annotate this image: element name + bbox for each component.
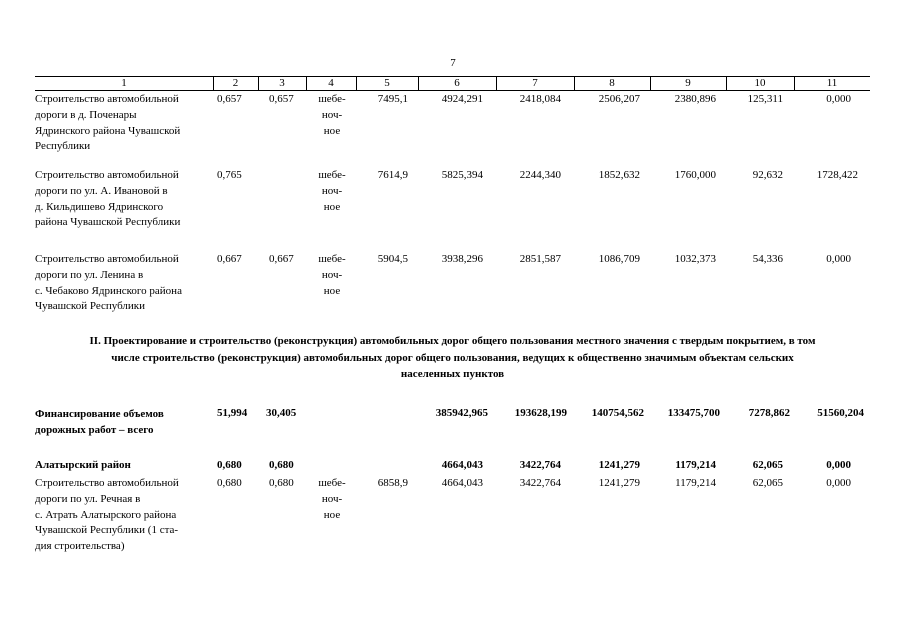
value-cell: 62,065 — [752, 477, 783, 489]
section-heading-line: населенных пунктов — [400, 368, 505, 380]
financing-label-line: Финансирование объемов — [35, 408, 164, 420]
column-header-11: 11 — [826, 77, 838, 89]
section-heading-line: II. Проектирование и строительство (реконструкция) автомобильных дорог общего пользования местного значения с твердым покрытием, в том — [89, 335, 816, 347]
value-cell: 1241,279 — [598, 477, 640, 489]
value-cell: 7495,1 — [377, 93, 408, 105]
financing-label-line: дорожных работ – всего — [35, 424, 154, 436]
district-label: Алатырский район — [35, 459, 131, 471]
district-cell: 1179,214 — [675, 459, 716, 471]
surface-type-line: ное — [323, 200, 341, 213]
description-line: Республики — [35, 140, 91, 153]
value-cell: 1852,632 — [598, 169, 640, 181]
value-cell: 54,336 — [752, 253, 783, 265]
description-line: дороги по ул. А. Ивановой в — [35, 184, 168, 197]
total-cell: 385942,965 — [435, 407, 488, 419]
surface-type-line: шебе- — [318, 477, 346, 489]
value-cell: 1760,000 — [674, 169, 716, 181]
length-cell: 0,657 — [217, 93, 242, 105]
surface-type-line: ноч- — [321, 492, 343, 505]
district-cell: 0,680 — [269, 459, 294, 471]
value-cell: 6858,9 — [377, 477, 408, 489]
surface-type-line: ное — [323, 508, 341, 521]
value-cell: 7614,9 — [377, 169, 408, 181]
value-cell: 5904,5 — [377, 253, 408, 265]
description-line: с. Атрать Алатырского района — [35, 508, 177, 521]
value-cell: 4664,043 — [441, 477, 483, 489]
value-cell: 0,000 — [826, 477, 851, 489]
description-line: Чувашской Республики (1 ста- — [35, 524, 179, 537]
column-header-8: 8 — [609, 77, 615, 89]
surface-type-line: ное — [323, 284, 341, 297]
description-line: Строительство автомобильной — [35, 169, 179, 181]
table-row-description — [35, 476, 213, 555]
column-header-1: 1 — [121, 77, 127, 89]
district-cell: 0,000 — [826, 459, 851, 471]
surface-type-line: шебе- — [318, 253, 346, 265]
table-row-description — [35, 252, 213, 315]
value-cell: 4924,291 — [441, 93, 483, 105]
description-line: дороги по ул. Речная в — [35, 492, 141, 505]
total-cell: 193628,199 — [514, 407, 567, 419]
description-line: с. Чебаково Ядринского района — [35, 284, 182, 297]
length-cell: 0,667 — [217, 253, 242, 265]
description-line: Строительство автомобильной — [35, 253, 179, 265]
total-cell: 51560,204 — [817, 407, 864, 419]
description-line: дороги в д. Почeнары — [35, 108, 137, 121]
surface-type-line: ное — [323, 124, 341, 137]
district-cell: 3422,764 — [519, 459, 561, 471]
value-cell: 125,311 — [747, 93, 783, 105]
length-cell: 0,657 — [269, 93, 294, 105]
surface-type-line: ноч- — [321, 108, 343, 121]
section-heading — [35, 333, 870, 383]
column-header-4: 4 — [328, 77, 334, 89]
district-cell: 0,680 — [217, 459, 242, 471]
district-cell: 1241,279 — [598, 459, 640, 471]
length-cell: 0,765 — [217, 169, 242, 181]
total-cell: 7278,862 — [748, 407, 790, 419]
value-cell: 1032,373 — [674, 253, 716, 265]
description-line: Ядринского района Чувашской — [35, 124, 181, 137]
table-header-bottom-rule — [35, 90, 870, 91]
value-cell: 1179,214 — [675, 477, 716, 489]
description-line: дороги по ул. Ленина в — [35, 268, 144, 281]
total-cell: 51,994 — [217, 407, 248, 419]
total-cell: 30,405 — [266, 407, 297, 419]
value-cell: 1728,422 — [816, 169, 858, 181]
length-cell: 0,667 — [269, 253, 294, 265]
value-cell: 1086,709 — [598, 253, 640, 265]
value-cell: 3938,296 — [441, 253, 483, 265]
description-line: дия строительства) — [35, 540, 125, 553]
surface-type-line: шебе- — [318, 93, 346, 105]
value-cell: 2418,084 — [519, 93, 561, 105]
description-line: Чувашской Республики — [35, 300, 146, 313]
table-row-description — [35, 92, 213, 155]
value-cell: 92,632 — [752, 169, 783, 181]
description-line: Строительство автомобильной — [35, 93, 179, 105]
column-header-10: 10 — [754, 77, 766, 89]
value-cell: 5825,394 — [441, 169, 483, 181]
value-cell: 3422,764 — [519, 477, 561, 489]
surface-type-line: шебе- — [318, 169, 346, 181]
column-header-3: 3 — [279, 77, 285, 89]
page-number: 7 — [450, 57, 456, 69]
table-row-description — [35, 168, 213, 231]
value-cell: 2851,587 — [519, 253, 561, 265]
length-cell: 0,680 — [217, 477, 242, 489]
column-header-6: 6 — [454, 77, 460, 89]
description-line: Строительство автомобильной — [35, 477, 179, 489]
total-cell: 140754,562 — [591, 407, 644, 419]
value-cell: 0,000 — [826, 253, 851, 265]
district-cell: 62,065 — [752, 459, 783, 471]
section-heading-line: числе строительство (реконструкция) автомобильных дорог общего пользования, ведущих к общественно значимым объектам сельских — [111, 351, 794, 364]
column-header-5: 5 — [384, 77, 390, 89]
surface-type-line: ноч- — [321, 184, 343, 197]
surface-type-cell — [312, 92, 352, 139]
value-cell: 2380,896 — [674, 93, 716, 105]
column-header-7: 7 — [532, 77, 538, 89]
length-cell: 0,680 — [269, 477, 294, 489]
value-cell: 2244,340 — [519, 169, 561, 181]
column-header-9: 9 — [685, 77, 691, 89]
surface-type-cell — [312, 168, 352, 215]
value-cell: 0,000 — [826, 93, 851, 105]
value-cell: 2506,207 — [598, 93, 640, 105]
column-header-2: 2 — [232, 77, 239, 89]
description-line: д. Кильдишево Ядринского — [35, 200, 164, 213]
surface-type-cell — [312, 476, 352, 523]
total-cell: 133475,700 — [667, 407, 720, 419]
surface-type-cell — [312, 252, 352, 299]
description-line: района Чувашской Республики — [35, 216, 181, 229]
financing-total-label — [35, 406, 213, 438]
surface-type-line: ноч- — [321, 268, 343, 281]
district-cell: 4664,043 — [441, 459, 483, 471]
